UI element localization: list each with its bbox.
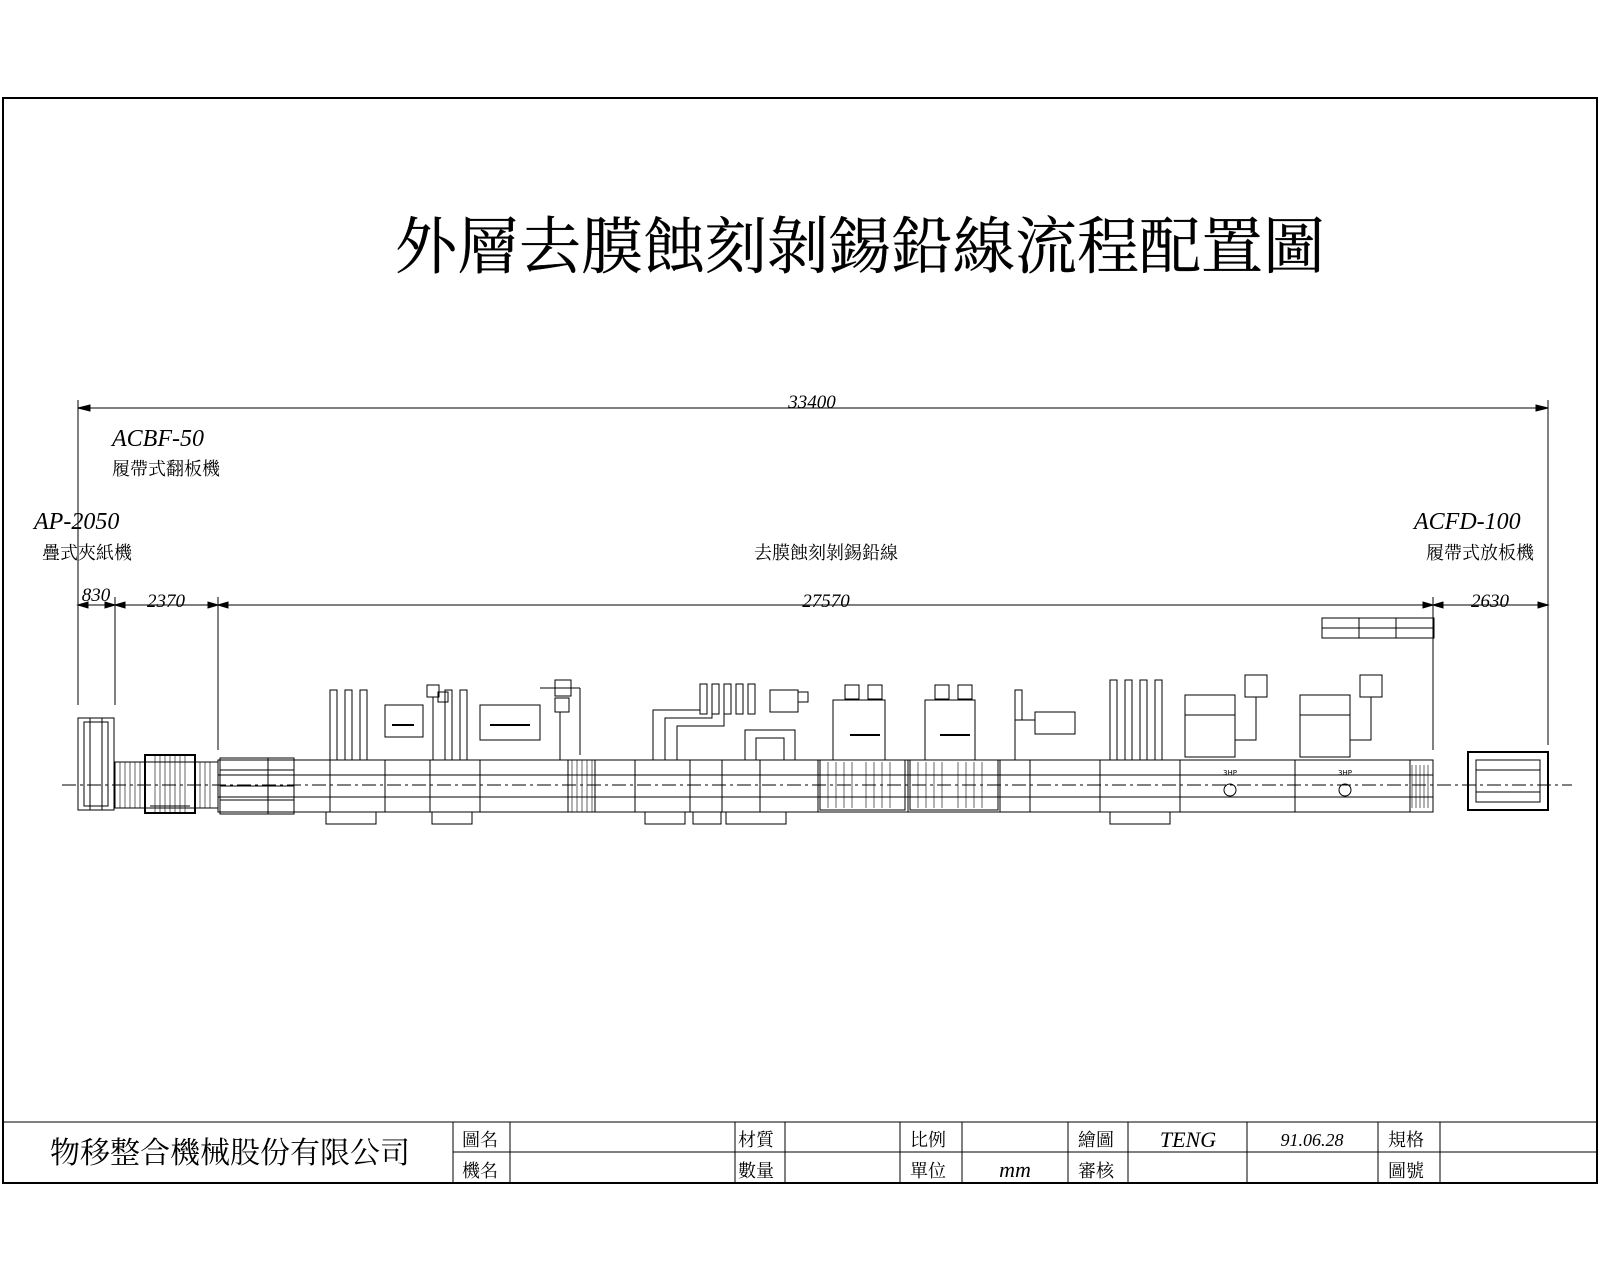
motor-label-2: 3HP <box>1338 769 1352 777</box>
segment-dimensions <box>78 597 1548 750</box>
dimension-2370: 2370 <box>147 591 185 612</box>
dimension-830: 830 <box>81 585 111 606</box>
acbf-model: ACBF-50 <box>112 426 204 452</box>
drawn-label: 繪圖 <box>1078 1130 1114 1151</box>
acfd-name: 履帶式放板機 <box>1426 543 1534 564</box>
drawn-by: TENG <box>1159 1127 1217 1152</box>
acbf-name: 履帶式翻板機 <box>112 459 220 480</box>
drawing-date: 91.06.28 <box>1280 1130 1344 1150</box>
scale-label: 比例 <box>910 1130 946 1151</box>
checked-label: 審核 <box>1078 1161 1114 1182</box>
quantity-label: 數量 <box>738 1161 774 1182</box>
material-label: 材質 <box>738 1130 774 1151</box>
line-name: 去膜蝕刻剝錫鉛線 <box>754 543 898 564</box>
legend-box <box>1322 618 1434 638</box>
acfd-model: ACFD-100 <box>1414 509 1521 535</box>
overall-dimension <box>78 400 1548 745</box>
spec-label: 規格 <box>1388 1130 1424 1151</box>
company-name: 物移整合機械股份有限公司 <box>50 1136 410 1171</box>
ap-name: 疊式夾紙機 <box>42 543 132 564</box>
dimension-27570: 27570 <box>802 591 850 612</box>
unit-value: mm <box>999 1157 1031 1182</box>
unit-label: 單位 <box>910 1161 946 1182</box>
machine-name-label: 機名 <box>462 1161 498 1182</box>
dimension-2630: 2630 <box>1471 591 1509 612</box>
motor-label-1: 3HP <box>1223 769 1237 777</box>
production-line <box>62 675 1572 824</box>
drawing-title: 外層去膜蝕刻剝錫鉛線流程配置圖 <box>394 210 1326 283</box>
drawing-no-label: 圖號 <box>1388 1161 1424 1182</box>
drawing-name-label: 圖名 <box>462 1130 498 1151</box>
overall-dimension-value: 33400 <box>788 392 836 413</box>
ap-model: AP-2050 <box>34 509 120 535</box>
